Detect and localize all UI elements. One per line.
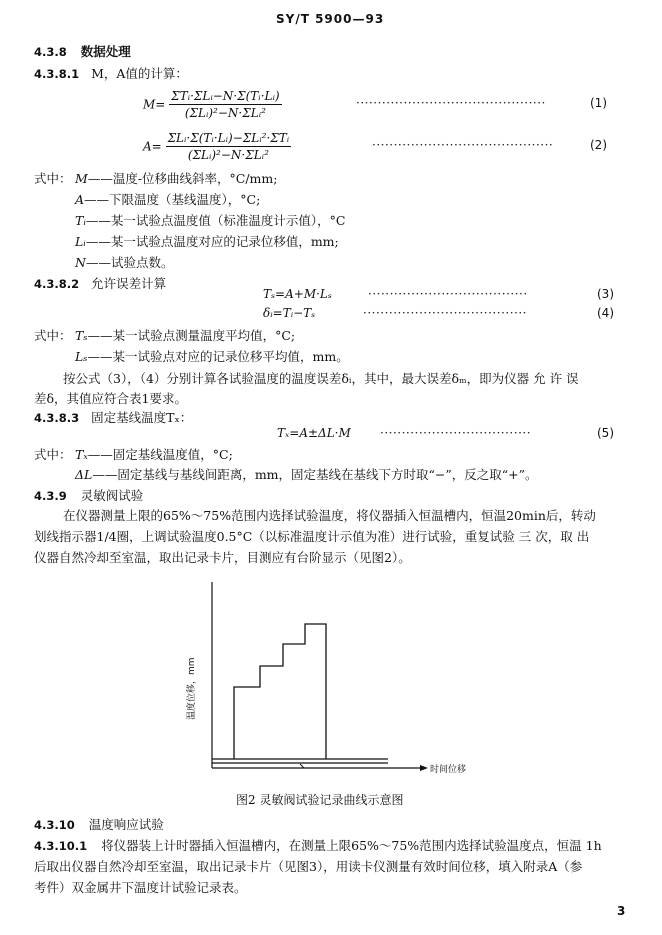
section-number: 4.3.8.3: [34, 411, 80, 425]
equation-leader-dots: ··········································: [372, 138, 554, 152]
definition-item: [75, 255, 173, 270]
stepped-record-curve: [234, 624, 326, 759]
figure-2-caption: 图2 灵敏阀试验记录曲线示意图: [236, 793, 404, 807]
equation-3: Tₛ=A+M·Lₛ: [263, 287, 332, 301]
definition-text: ——下限温度（基线温度），°C;: [84, 192, 261, 207]
section-number: 4.3.8.2: [34, 277, 80, 291]
section-4-3-8-2: [34, 276, 166, 292]
paragraph-line: 后取出仪器自然冷却至室温，取出记录卡片（见图3），用读卡仪测量有效时间位移，填入附录A（参: [34, 859, 583, 874]
equation-leader-dots: ···································: [380, 426, 532, 440]
definition-item: [75, 171, 277, 186]
definition-item: [75, 349, 349, 364]
definition-text: ——某一试验点温度对应的记录位移值，mm;: [85, 234, 339, 249]
definition-text: ——温度-位移曲线斜率，°C/mm;: [87, 171, 278, 186]
definition-symbol: Lₛ: [75, 349, 88, 364]
equation-1: [143, 89, 282, 121]
definitions-prefix: 式中：: [34, 171, 72, 186]
section-number: 4.3.8: [34, 45, 67, 59]
definition-symbol: ΔL: [75, 467, 93, 482]
equation-denominator: (ΣLᵢ)²−N·ΣLᵢ²: [184, 106, 266, 121]
equation-5: Tₓ=A±ΔL·M: [277, 426, 351, 440]
section-number: 4.3.10: [34, 818, 75, 832]
definition-symbol: N: [75, 255, 86, 270]
section-4-3-9: [34, 488, 143, 504]
definition-text: ——固定基线与基线间距离，mm，固定基线在基线下方时取“−”，反之取“+”。: [92, 467, 538, 482]
y-axis-label: 温度位移，mm: [187, 657, 197, 720]
definition-text: ——某一试验点对应的记录位移平均值，mm。: [87, 349, 349, 364]
definition-symbol: Lᵢ: [75, 234, 86, 249]
section-number: 4.3.10.1: [34, 839, 88, 853]
section-title: 固定基线温度Tₓ：: [91, 410, 193, 425]
x-axis-label: 时间位移: [430, 765, 467, 775]
paragraph-line: 将仪器装上计时器插入恒温槽内，在测量上限65%～75%范围内选择试验温度点，恒温 1h: [101, 838, 602, 853]
equation-fraction: [169, 89, 281, 121]
definition-symbol: Tₛ: [75, 328, 88, 343]
paragraph-line: 考件）双金属井下温度计试验记录表。: [34, 880, 247, 895]
definition-symbol: A: [75, 192, 85, 207]
page-header: SY/T 5900—93: [276, 12, 385, 26]
equation-leader-dots: ············································: [356, 96, 546, 110]
definition-item: [75, 467, 538, 482]
definition-item: [75, 328, 295, 343]
equation-number: (1): [590, 96, 607, 110]
paragraph-line: 按公式（3），（4）分别计算各试验温度的温度误差δᵢ，其中，最大误差δₘ，即为仪器 允 许 误: [63, 371, 579, 386]
paragraph-line: 划线指示器1/4圈，上调试验温度0.5°C（以标准温度计示值为准）进行试验，重复试验 三 次，取 出: [34, 529, 590, 544]
paragraph-line: 在仪器测量上限的65%～75%范围内选择试验温度，将仪器插入恒温槽内，恒温20min后，转动: [63, 508, 596, 523]
definition-item: [75, 192, 260, 207]
definition-item: [75, 213, 345, 228]
section-title: 数据处理: [80, 44, 131, 59]
definition-text: ——某一试验点测量温度平均值，°C;: [87, 328, 296, 343]
section-title: 温度响应试验: [88, 817, 164, 832]
section-4-3-10: [34, 817, 164, 833]
equation-numerator: ΣTᵢ·ΣLᵢ−N·Σ(Tᵢ·Lᵢ): [169, 89, 281, 105]
page-number: 3: [617, 904, 626, 918]
x-axis-arrow-icon: [420, 765, 428, 771]
definition-symbol: Tₓ: [75, 447, 88, 462]
equation-lhs: M=: [143, 97, 166, 112]
section-4-3-8: [34, 44, 131, 60]
equation-fraction: [166, 131, 292, 163]
definition-text: ——试验点数。: [85, 255, 174, 270]
definition-text: ——某一试验点温度值（标准温度计示值），°C: [85, 213, 346, 228]
section-title: M，A值的计算：: [91, 66, 188, 81]
definition-symbol: M: [75, 171, 88, 186]
section-4-3-8-1: [34, 66, 188, 82]
equation-leader-dots: ······································: [363, 306, 527, 320]
equation-4: δᵢ=Tᵢ−Tₛ: [263, 306, 316, 320]
section-title: 允许误差计算: [91, 276, 167, 291]
section-4-3-10-1: [34, 838, 602, 854]
equation-numerator: ΣLᵢ·Σ(Tᵢ·Lᵢ)−ΣLᵢ²·ΣTᵢ: [166, 131, 292, 147]
definitions-prefix: 式中：: [34, 328, 72, 343]
definitions-prefix: 式中：: [34, 447, 72, 462]
definition-symbol: Tᵢ: [75, 213, 86, 228]
equation-number: (5): [597, 426, 614, 440]
section-number: 4.3.9: [34, 489, 67, 503]
definition-text: ——固定基线温度值，°C;: [87, 447, 233, 462]
section-number: 4.3.8.1: [34, 67, 80, 81]
definition-item: [75, 234, 339, 249]
equation-lhs: A=: [143, 139, 162, 154]
paragraph-line: 仪器自然冷却至室温，取出记录卡片，目测应有台阶显示（见图2）。: [34, 550, 411, 565]
equation-denominator: (ΣLᵢ)²−N·ΣLᵢ²: [187, 148, 269, 163]
equation-number: (2): [590, 138, 607, 152]
equation-2: [143, 131, 291, 163]
equation-number: (4): [597, 306, 614, 320]
equation-leader-dots: ·····································: [368, 287, 528, 301]
equation-number: (3): [597, 287, 614, 301]
figure-2-diagram: [170, 572, 470, 787]
paragraph-line: 差δ，其值应符合表1要求。: [34, 391, 187, 406]
section-4-3-8-3: [34, 410, 192, 426]
section-title: 灵敏阀试验: [80, 488, 144, 503]
definition-item: [75, 447, 233, 462]
